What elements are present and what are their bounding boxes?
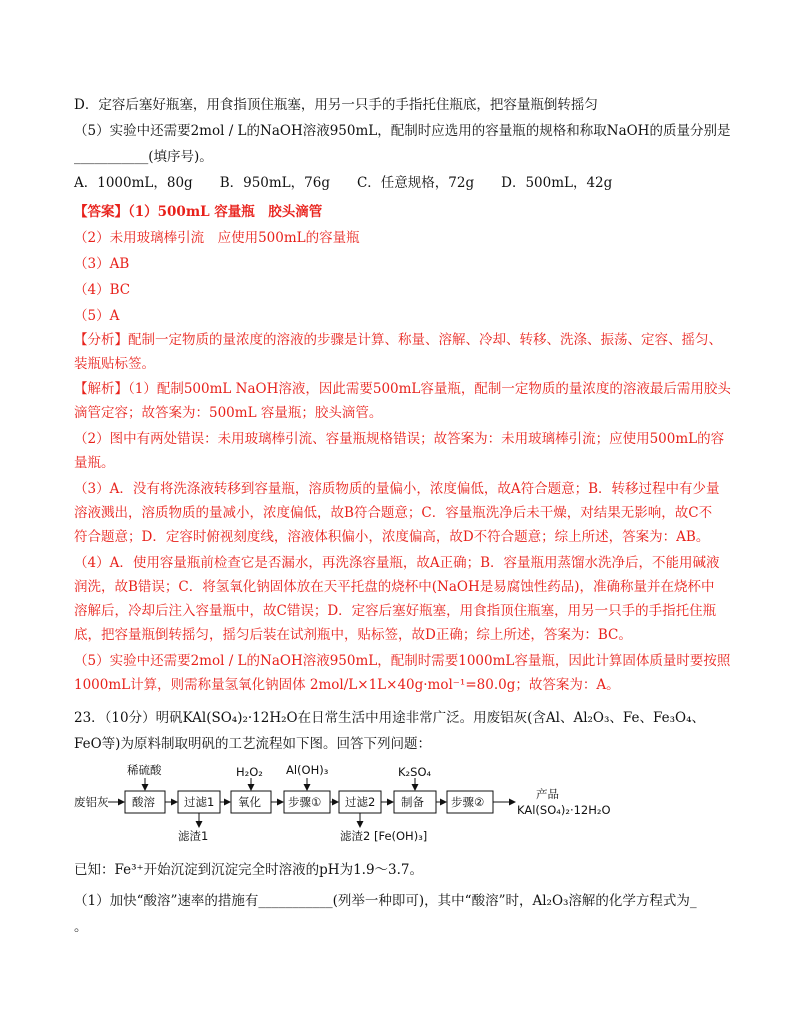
flow-box-oxidize-label: 氧化	[238, 795, 261, 809]
explanation-line-3: （2）图中有两处错误：未用玻璃棒引流、容量瓶规格错误；故答案为：未用玻璃棒引流；应使用500mL的容	[74, 431, 725, 447]
explanation-line-6: 溶液溅出，溶质物质的量减小，浓度偏低，故B符合题意；C．容量瓶洗净后未干燥，对结果无影响，故C不	[74, 505, 713, 521]
flow-reagent-acid: 稀硫酸	[127, 763, 162, 777]
answer-3: （3）AB	[74, 256, 130, 272]
flow-reagent-aloh3: Al(OH)₃	[286, 763, 329, 777]
flow-reagent-h2o2: H₂O₂	[236, 765, 263, 779]
answer-5: （5）A	[74, 308, 120, 324]
answer-header: 【答案】（1）500mL 容量瓶 胶头滴管	[74, 204, 323, 220]
flow-box-prepare-label: 制备	[401, 795, 424, 809]
process-flow-diagram	[70, 762, 670, 842]
flow-byproduct-1: 滤渣1	[178, 829, 209, 842]
flow-box-filter2-label: 过滤2	[345, 795, 376, 809]
analysis-line-2: 装瓶贴标签。	[74, 356, 155, 372]
explanation-line-2: 滴管定容；故答案为：500mL 容量瓶；胶头滴管。	[74, 405, 383, 421]
question-5-line: （5）实验中还需要2mol / L的NaOH溶液950mL，配制时应选用的容量瓶的规格和称取NaOH的质量分别是	[74, 123, 731, 139]
explanation-line-5: （3）A．没有将洗涤液转移到容量瓶，溶质物质的量偏小，浓度偏低，故A符合题意；B．转移过程中有少量	[74, 481, 720, 497]
flow-box-step2-label: 步骤②	[451, 795, 485, 809]
question-23-line-1: 23．（10分）明矾KAl(SO₄)₂·12H₂O在日常生活中用途非常广泛。用废铝灰(含Al、Al₂O₃、Fe、Fe₃O₄、	[74, 710, 706, 726]
explanation-line-7: 符合题意；D．定容时俯视刻度线，溶液体积偏小，浓度偏高，故D不符合题意；综上所述，答案为：AB。	[74, 529, 710, 545]
explanation-line-11: 底，把容量瓶倒转摇匀，摇匀后装在试剂瓶中，贴标签，故D正确；综上所述，答案为：BC。	[74, 627, 632, 643]
question-23-1-end: 。	[74, 919, 88, 935]
question-23-1-line: （1）加快“酸溶”速率的措施有___________(列举一种即可)，其中“酸溶”时，Al₂O₃溶解的化学方程式为_	[74, 893, 697, 909]
explanation-line-9: 润洗，故B错误；C．将氢氧化钠固体放在天平托盘的烧杯中(NaOH是易腐蚀性药品)，准确称量并在烧杯中	[74, 579, 715, 595]
answer-2: （2）未用玻璃棒引流 应使用500mL的容量瓶	[74, 230, 360, 246]
flow-start: 废铝灰	[74, 795, 109, 809]
explanation-line-10: 溶解后，冷却后注入容量瓶中，故C错误；D．定容后塞好瓶塞，用食指顶住瓶塞，用另一只手的手指托住瓶	[74, 603, 717, 619]
answer-4: （4）BC	[74, 282, 131, 298]
flow-product-label: 产品	[536, 787, 559, 801]
analysis-line-1: 【分析】配制一定物质的量浓度的溶液的步骤是计算、称量、溶解、冷却、转移、洗涤、振荡、定容、摇匀、	[74, 332, 722, 348]
explanation-line-12: （5）实验中还需要2mol / L的NaOH溶液950mL，配制时需要1000mL容量瓶，因此计算固体质量时要按照	[74, 653, 731, 669]
options-line: A．1000mL，80g B．950mL，76g C．任意规格，72g D．500mL，42g	[74, 175, 613, 191]
known-condition-line: 已知：Fe³⁺开始沉淀到沉淀完全时溶液的pH为1.9～3.7。	[74, 862, 424, 878]
flow-box-filter1-label: 过滤1	[184, 795, 215, 809]
flow-box-step1-label: 步骤①	[288, 795, 322, 809]
flow-product-formula: KAl(SO₄)₂·12H₂O	[517, 803, 611, 817]
flow-byproduct-2: 滤渣2 [Fe(OH)₃]	[340, 829, 428, 842]
flow-box-acid-label: 酸溶	[132, 795, 155, 809]
explanation-line-4: 量瓶。	[74, 455, 115, 471]
explanation-line-8: （4）A．使用容量瓶前检查它是否漏水，再洗涤容量瓶，故A正确；B．容量瓶用蒸馏水洗净后，不能用碱液	[74, 555, 720, 571]
option-d-line: D．定容后塞好瓶塞，用食指顶住瓶塞，用另一只手的手指托住瓶底，把容量瓶倒转摇匀	[74, 97, 598, 113]
explanation-line-13: 1000mL计算，则需称量氢氧化钠固体 2mol/L×1L×40g·mol⁻¹=80.0g；故答案为：A。	[74, 677, 620, 693]
question-23-line-2: FeO等)为原料制取明矾的工艺流程如下图。回答下列问题：	[74, 736, 431, 752]
explanation-line-1: 【解析】（1）配制500mL NaOH溶液，因此需要500mL容量瓶，配制一定物质的量浓度的溶液最后需用胶头	[74, 381, 731, 397]
answer-blank-line: ___________(填序号)。	[74, 149, 213, 165]
flow-reagent-k2so4: K₂SO₄	[398, 765, 432, 779]
